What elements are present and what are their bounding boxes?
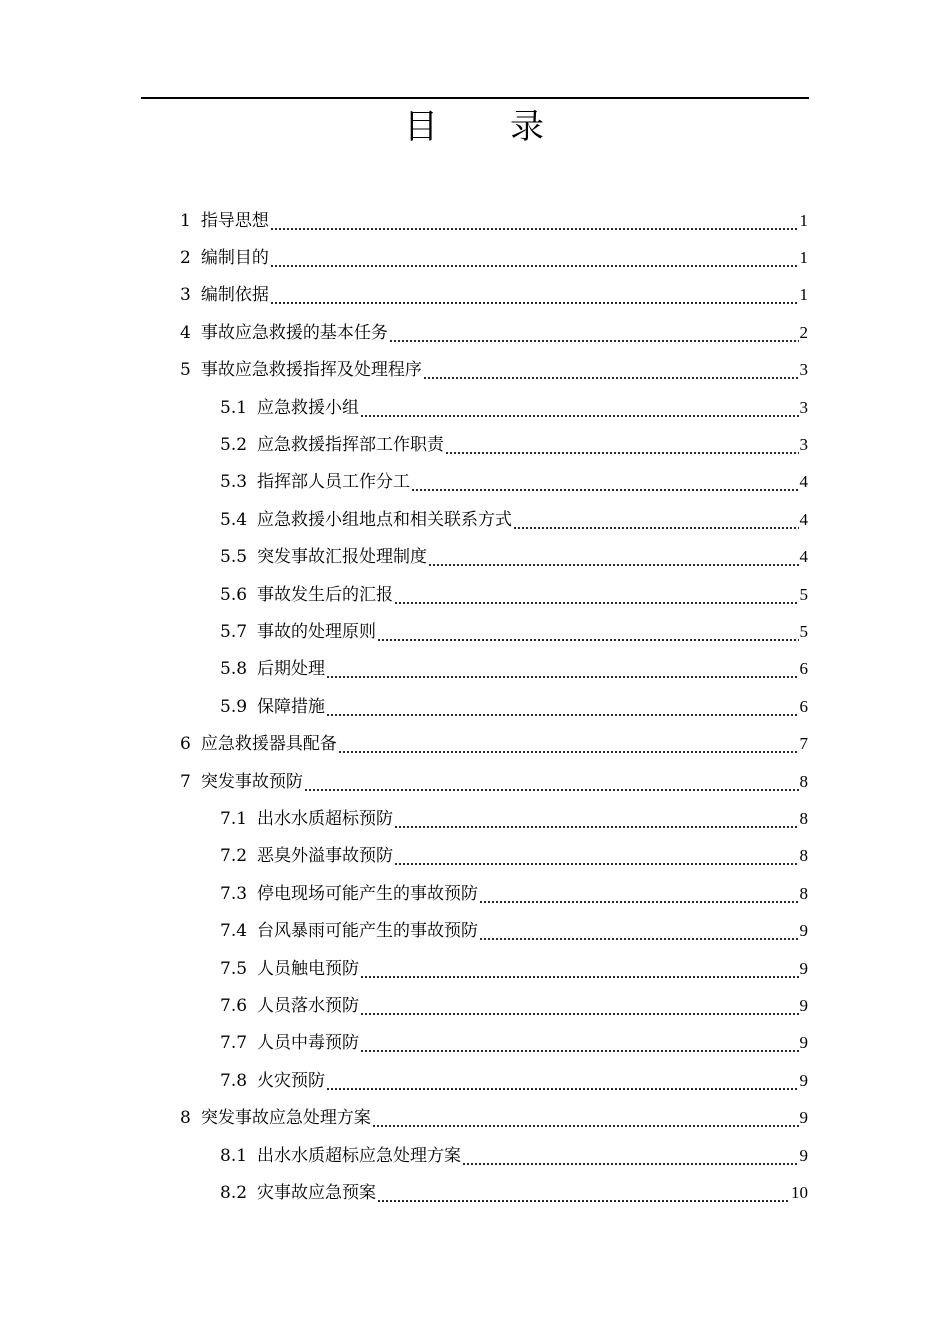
toc-entry-page-number: 8 xyxy=(799,808,808,828)
toc-entry-number: 6 xyxy=(180,734,191,755)
toc-entry-number: 7.4 xyxy=(220,921,248,942)
toc-entry-page-number: 8 xyxy=(799,846,808,866)
toc-entry-number: 7.1 xyxy=(220,808,248,829)
toc-entry-title: 出水水质超标预防 xyxy=(257,808,394,829)
toc-entry[interactable] xyxy=(180,352,808,389)
toc-entry-page-number: 10 xyxy=(791,1182,808,1202)
toc-dot-leader xyxy=(513,509,798,531)
toc-entry[interactable] xyxy=(220,426,808,463)
toc-entry-page-number: 4 xyxy=(799,547,808,567)
toc-entry-page-number: 1 xyxy=(799,210,808,230)
toc-entry-page-number: 4 xyxy=(799,472,808,492)
toc-dot-leader xyxy=(445,434,798,456)
toc-entry-title: 指挥部人员工作分工 xyxy=(257,472,411,493)
toc-entry-title: 突发事故应急处理方案 xyxy=(200,1108,371,1129)
toc-entry-page-number: 4 xyxy=(799,509,808,529)
toc-entry-page-number: 2 xyxy=(799,322,808,342)
toc-entry[interactable] xyxy=(220,800,808,837)
toc-entry-title: 保障措施 xyxy=(257,696,326,717)
toc-entry[interactable] xyxy=(220,875,808,912)
toc-entry-number: 8.2 xyxy=(220,1182,248,1203)
toc-entry[interactable] xyxy=(180,277,808,314)
toc-entry[interactable] xyxy=(180,1100,808,1137)
toc-dot-leader xyxy=(270,210,799,232)
toc-entry-title: 突发事故预防 xyxy=(200,771,303,792)
toc-entry-title: 事故发生后的汇报 xyxy=(257,584,394,605)
toc-entry-page-number: 5 xyxy=(799,621,808,641)
toc-dot-leader xyxy=(394,845,798,867)
toc-entry-title: 出水水质超标应急处理方案 xyxy=(257,1145,462,1166)
title-char-right: 录 xyxy=(510,107,546,147)
toc-entry-number: 7.2 xyxy=(220,846,248,867)
toc-entry-number: 7.8 xyxy=(220,1070,248,1091)
toc-entry-title: 恶臭外溢事故预防 xyxy=(257,846,394,867)
toc-dot-leader xyxy=(411,471,798,493)
toc-entry-page-number: 9 xyxy=(799,1033,808,1053)
toc-dot-leader xyxy=(338,733,799,755)
toc-entry-page-number: 9 xyxy=(799,958,808,978)
toc-entry-number: 8.1 xyxy=(220,1145,248,1166)
toc-entry[interactable] xyxy=(220,539,808,576)
toc-entry-page-number: 9 xyxy=(799,1070,808,1090)
toc-entry-title: 突发事故汇报处理制度 xyxy=(257,547,428,568)
toc-entry-page-number: 3 xyxy=(799,360,808,380)
toc-entry-title: 台风暴雨可能产生的事故预防 xyxy=(257,921,479,942)
toc-entry-page-number: 8 xyxy=(799,883,808,903)
toc-entry-number: 1 xyxy=(180,210,191,231)
toc-dot-leader xyxy=(394,584,798,606)
toc-entry-number: 2 xyxy=(180,247,191,268)
toc-entry-page-number: 3 xyxy=(799,397,808,417)
toc-entry[interactable] xyxy=(220,913,808,950)
toc-entry-number: 7.7 xyxy=(220,1033,248,1054)
toc-dot-leader xyxy=(428,546,798,568)
toc-entry-title: 人员触电预防 xyxy=(257,958,360,979)
toc-entry-number: 4 xyxy=(180,322,191,343)
toc-entry[interactable] xyxy=(180,314,808,351)
toc-dot-leader xyxy=(326,658,798,680)
toc-entry[interactable] xyxy=(220,1174,808,1211)
toc-entry-number: 5.7 xyxy=(220,621,248,642)
toc-entry-number: 5.8 xyxy=(220,659,248,680)
toc-entry-title: 编制依据 xyxy=(200,285,269,306)
toc-entry-number: 7 xyxy=(180,771,191,792)
toc-dot-leader xyxy=(326,1070,798,1092)
toc-entry[interactable] xyxy=(220,950,808,987)
toc-entry-page-number: 6 xyxy=(799,696,808,716)
toc-entry-title: 事故应急救援的基本任务 xyxy=(200,322,388,343)
toc-entry[interactable] xyxy=(220,501,808,538)
toc-entry-title: 应急救援器具配备 xyxy=(200,734,337,755)
toc-entry-page-number: 5 xyxy=(799,584,808,604)
toc-entry-number: 5.3 xyxy=(220,472,248,493)
toc-entry-number: 7.5 xyxy=(220,958,248,979)
toc-entry-page-number: 9 xyxy=(799,1145,808,1165)
toc-entry-page-number: 1 xyxy=(799,247,808,267)
toc-dot-leader xyxy=(270,284,799,306)
toc-dot-leader xyxy=(389,322,799,344)
toc-dot-leader xyxy=(423,359,799,381)
toc-entry-number: 7.3 xyxy=(220,883,248,904)
toc-entry[interactable] xyxy=(220,838,808,875)
toc-entry[interactable] xyxy=(220,576,808,613)
title-char-left: 目 xyxy=(404,107,440,147)
toc-entry[interactable] xyxy=(220,613,808,650)
toc-dot-leader xyxy=(479,883,798,905)
toc-dot-leader xyxy=(360,397,798,419)
toc-entry-title: 人员落水预防 xyxy=(257,995,360,1016)
toc-entry-number: 5.4 xyxy=(220,509,248,530)
toc-entry-title: 人员中毒预防 xyxy=(257,1033,360,1054)
toc-entry-title: 指导思想 xyxy=(200,210,269,231)
toc-dot-leader xyxy=(377,1182,790,1204)
toc-entry[interactable] xyxy=(180,239,808,276)
toc-entry-title: 后期处理 xyxy=(257,659,326,680)
toc-entry-title: 事故应急救援指挥及处理程序 xyxy=(200,360,422,381)
toc-entry-title: 停电现场可能产生的事故预防 xyxy=(257,883,479,904)
toc-entry-page-number: 7 xyxy=(799,734,808,754)
toc-entry-page-number: 1 xyxy=(799,285,808,305)
toc-dot-leader xyxy=(360,995,798,1017)
toc-entry[interactable] xyxy=(220,1137,808,1174)
toc-dot-leader xyxy=(479,920,798,942)
header-rule xyxy=(141,97,809,99)
toc-entry-number: 5.1 xyxy=(220,397,248,418)
toc-dot-leader xyxy=(462,1145,798,1167)
toc-dot-leader xyxy=(372,1107,799,1129)
toc-entry-number: 5 xyxy=(180,360,191,381)
toc-entry-page-number: 9 xyxy=(799,1108,808,1128)
toc-dot-leader xyxy=(394,808,798,830)
toc-entry-title: 灾事故应急预案 xyxy=(257,1182,377,1203)
toc-entry-number: 5.5 xyxy=(220,547,248,568)
toc-entry[interactable] xyxy=(220,651,808,688)
toc-entry-title: 编制目的 xyxy=(200,247,269,268)
toc-dot-leader xyxy=(360,958,798,980)
toc-entry-number: 5.2 xyxy=(220,434,248,455)
toc-entry-page-number: 8 xyxy=(799,771,808,791)
toc-dot-leader xyxy=(360,1032,798,1054)
toc-dot-leader xyxy=(304,771,799,793)
toc-entry-number: 3 xyxy=(180,285,191,306)
toc-entry-title: 火灾预防 xyxy=(257,1070,326,1091)
toc-entry[interactable] xyxy=(180,202,808,239)
toc-entry-number: 8 xyxy=(180,1108,191,1129)
toc-entry-title: 事故的处理原则 xyxy=(257,621,377,642)
toc-entry-page-number: 9 xyxy=(799,921,808,941)
toc-entry-page-number: 3 xyxy=(799,434,808,454)
toc-entry[interactable] xyxy=(220,464,808,501)
toc-entry[interactable] xyxy=(220,1062,808,1099)
toc-entry-number: 5.9 xyxy=(220,696,248,717)
toc-entry[interactable] xyxy=(220,389,808,426)
toc-entry[interactable] xyxy=(220,688,808,725)
toc-entry[interactable] xyxy=(180,726,808,763)
toc-entry-title: 应急救援指挥部工作职责 xyxy=(257,434,445,455)
toc-entry[interactable] xyxy=(220,1025,808,1062)
toc-entry[interactable] xyxy=(220,987,808,1024)
toc-dot-leader xyxy=(326,696,798,718)
toc-dot-leader xyxy=(270,247,799,269)
toc-entry-page-number: 6 xyxy=(799,659,808,679)
toc-entry-page-number: 9 xyxy=(799,995,808,1015)
toc-dot-leader xyxy=(377,621,798,643)
toc-entry[interactable] xyxy=(180,763,808,800)
toc-entry-title: 应急救援小组地点和相关联系方式 xyxy=(257,509,513,530)
toc-entry-number: 7.6 xyxy=(220,995,248,1016)
toc-entry-number: 5.6 xyxy=(220,584,248,605)
toc-entry-title: 应急救援小组 xyxy=(257,397,360,418)
page-title xyxy=(0,104,950,150)
